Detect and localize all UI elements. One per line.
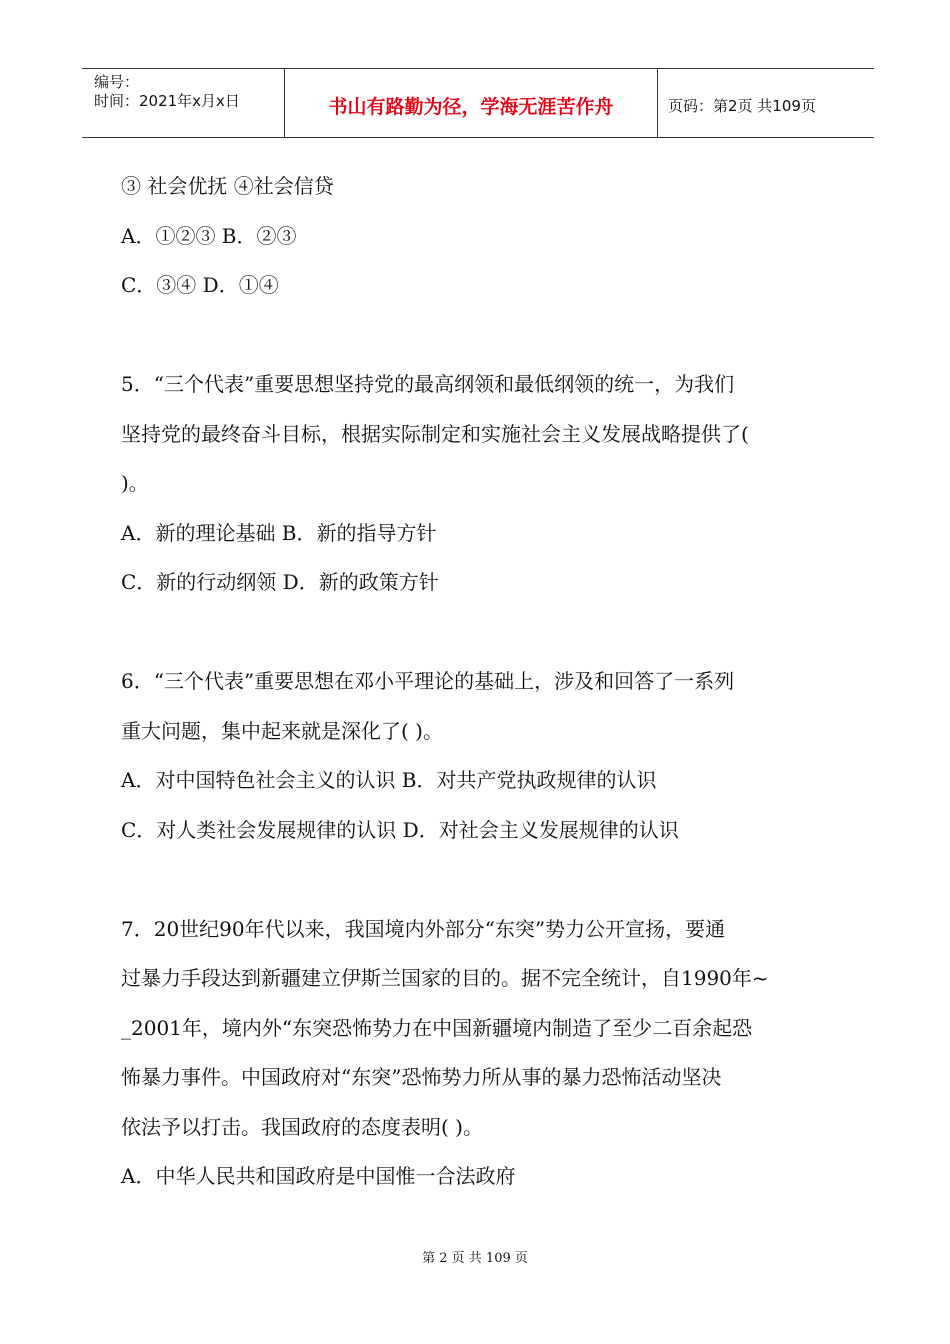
text-line: C．新的行动纲领 D．新的政策方针	[121, 570, 439, 594]
number-label: 编号：	[94, 73, 140, 91]
text-line: A．对中国特色社会主义的认识 B．对共产党执政规律的认识	[121, 768, 657, 792]
text-line: A．①②③ B．②③	[121, 223, 297, 248]
paragraph-gap	[121, 612, 837, 662]
header-page-info: 页码：第2页 共109页	[668, 96, 816, 115]
text-line: 坚持党的最终奋斗目标，根据实际制定和实施社会主义发展战略提供了(	[121, 421, 749, 446]
time-label: 时间：2021年x月x日	[94, 92, 240, 110]
text-line: )。	[121, 471, 149, 495]
page-header	[82, 68, 874, 138]
text-line: ③ 社会优抚 ④社会信贷	[121, 174, 334, 198]
header-meta	[82, 69, 285, 137]
text-line: 5．“三个代表”重要思想坚持党的最高纲领和最低纲领的统一，为我们	[121, 372, 735, 396]
text-line: C．③④ D．①④	[121, 273, 279, 297]
text-line: 重大问题，集中起来就是深化了( )。	[121, 718, 443, 743]
text-line: 过暴力手段达到新疆建立伊斯兰国家的目的。据不完全统计，自1990年~	[121, 966, 769, 990]
text-line: A．新的理论基础 B．新的指导方针	[121, 520, 437, 545]
paragraph-gap	[121, 315, 837, 365]
document-body	[121, 166, 837, 1206]
text-line: 怖暴力事件。中国政府对“东突”恐怖势力所从事的暴力恐怖活动坚决	[121, 1065, 722, 1089]
page-footer: 第 2 页 共 109 页	[422, 1251, 528, 1266]
text-line: _2001年，境内外“东突恐怖势力在中国新疆境内制造了至少二百余起恐	[121, 1015, 753, 1040]
text-line: 依法予以打击。我国政府的态度表明( )。	[121, 1114, 483, 1139]
header-motto: 书山有路勤为径，学海无涯苦作舟	[285, 69, 658, 137]
text-line: 6．“三个代表”重要思想在邓小平理论的基础上，涉及和回答了一系列	[121, 669, 735, 693]
paragraph-gap	[121, 859, 837, 909]
text-line: 7．20世纪90年代以来，我国境内外部分“东突”势力公开宣扬，要通	[121, 916, 726, 941]
text-line: A．中华人民共和国政府是中国惟一合法政府	[121, 1164, 516, 1188]
text-line: C．对人类社会发展规律的认识 D．对社会主义发展规律的认识	[121, 817, 679, 842]
